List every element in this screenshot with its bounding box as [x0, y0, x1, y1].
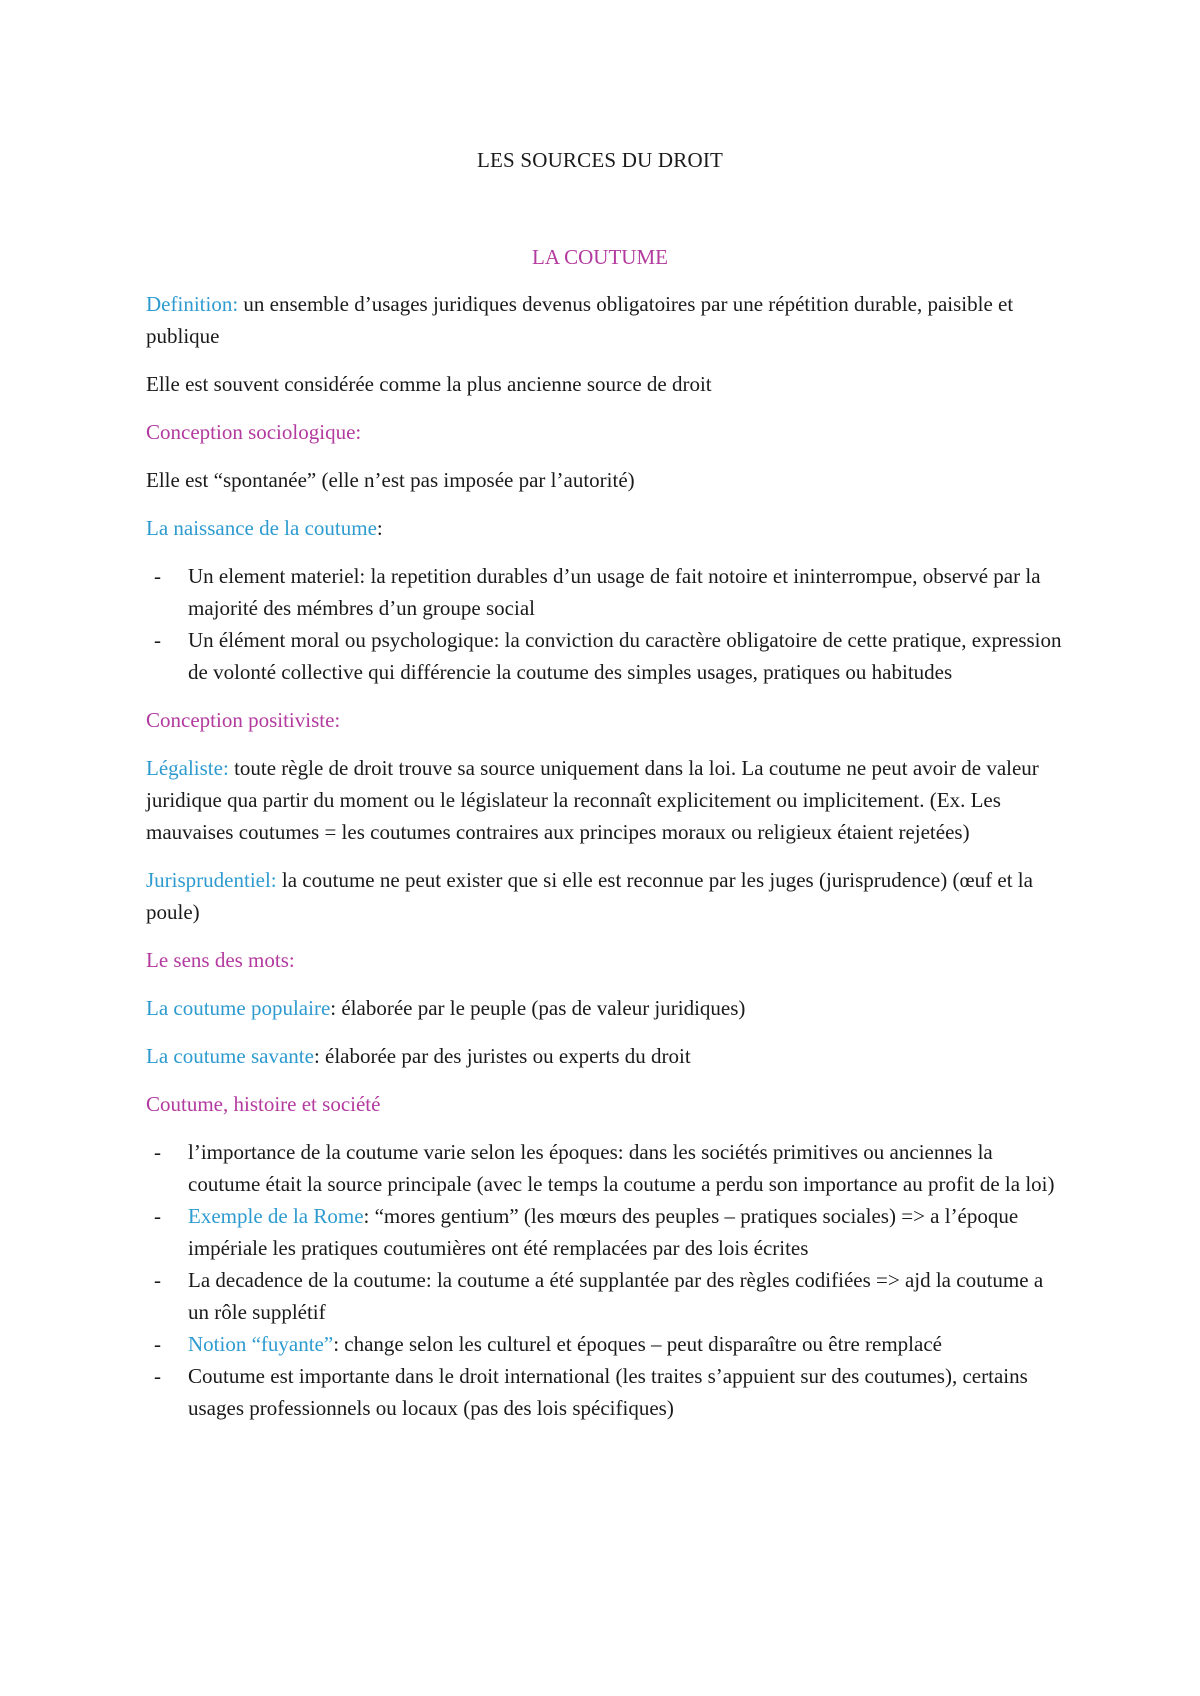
- legaliste-text: toute règle de droit trouve sa source uniquement dans la loi. La coutume ne peut avoir de valeur juridique qua partir du moment ou le législateur la reconnaît explicitement ou implicitement. (Ex. Les mauvaises coutumes = les coutumes contraires aux principes moraux ou religieux étaient rejetées): [146, 756, 1039, 844]
- histoire-list: [146, 1136, 1066, 1424]
- list-item: [146, 1200, 1066, 1264]
- legaliste-paragraph: [146, 752, 1066, 848]
- list-item: [146, 1328, 1066, 1360]
- list-item: - l’importance de la coutume varie selon les époques: dans les sociétés primitives ou anciennes la coutume était la source principale (avec le temps la coutume a perdu son importance au profit de la loi): [146, 1136, 1066, 1200]
- coutume-populaire-text: : élaborée par le peuple (pas de valeur juridiques): [330, 996, 746, 1020]
- notion-fuyante-label: Notion “fuyante”: [188, 1332, 334, 1356]
- histoire-heading: Coutume, histoire et société: [146, 1092, 381, 1116]
- section-title: LA COUTUME: [532, 245, 668, 269]
- list-item: - Un element materiel: la repetition durables d’un usage de fait notoire et ininterrompue, observé par la majorité des mémbres d’un groupe social: [146, 560, 1066, 624]
- exemple-rome-label: Exemple de la Rome: [188, 1204, 364, 1228]
- coutume-savante-text: : élaborée par des juristes ou experts du droit: [313, 1044, 691, 1068]
- jurisprudentiel-paragraph: [146, 864, 1066, 928]
- list-item: - La decadence de la coutume: la coutume a été supplantée par des règles codifiées => ajd la coutume a un rôle supplétif: [146, 1264, 1066, 1328]
- coutume-savante-paragraph: [146, 1040, 1066, 1072]
- naissance-heading-suffix: :: [376, 516, 383, 540]
- naissance-heading: [146, 512, 1066, 544]
- coutume-populaire-paragraph: [146, 992, 1066, 1024]
- coutume-populaire-label: La coutume populaire: [146, 996, 331, 1020]
- legaliste-label: Légaliste:: [146, 756, 229, 780]
- list-item: - Coutume est importante dans le droit international (les traites s’appuient sur des coutumes), certains usages professionnels ou locaux (pas des lois spécifiques): [146, 1360, 1066, 1424]
- exemple-rome-text: : “mores gentium” (les mœurs des peuples – pratiques sociales) => a l’époque impériale les pratiques coutumières ont été remplacées par des lois écrites: [188, 1204, 1019, 1260]
- jurisprudentiel-label: Jurisprudentiel:: [146, 868, 277, 892]
- ancienne-paragraph: Elle est souvent considérée comme la plus ancienne source de droit: [146, 372, 712, 396]
- jurisprudentiel-text: la coutume ne peut exister que si elle est reconnue par les juges (jurisprudence) (œuf et la poule): [146, 868, 1033, 924]
- sens-des-mots-heading: Le sens des mots:: [146, 948, 295, 972]
- definition-text: un ensemble d’usages juridiques devenus obligatoires par une répétition durable, paisible et publique: [146, 292, 1014, 348]
- conception-sociologique-heading: Conception sociologique:: [146, 420, 362, 444]
- conception-positiviste-heading: Conception positiviste:: [146, 708, 341, 732]
- document-title: LES SOURCES DU DROIT: [476, 148, 724, 172]
- naissance-heading-label: La naissance de la coutume: [146, 516, 377, 540]
- conception-sociologique-text: Elle est “spontanée” (elle n’est pas imposée par l’autorité): [146, 468, 635, 492]
- list-item: - Un élément moral ou psychologique: la conviction du caractère obligatoire de cette pratique, expression de volonté collective qui différencie la coutume des simples usages, pratiques ou habitudes: [146, 624, 1066, 688]
- document-body: [146, 288, 1066, 1440]
- definition-paragraph: [146, 288, 1066, 352]
- notion-fuyante-text: : change selon les culturel et époques – peut disparaître ou être remplacé: [333, 1332, 942, 1356]
- naissance-list: [146, 560, 1066, 688]
- definition-label: Definition:: [146, 292, 239, 316]
- coutume-savante-label: La coutume savante: [146, 1044, 314, 1068]
